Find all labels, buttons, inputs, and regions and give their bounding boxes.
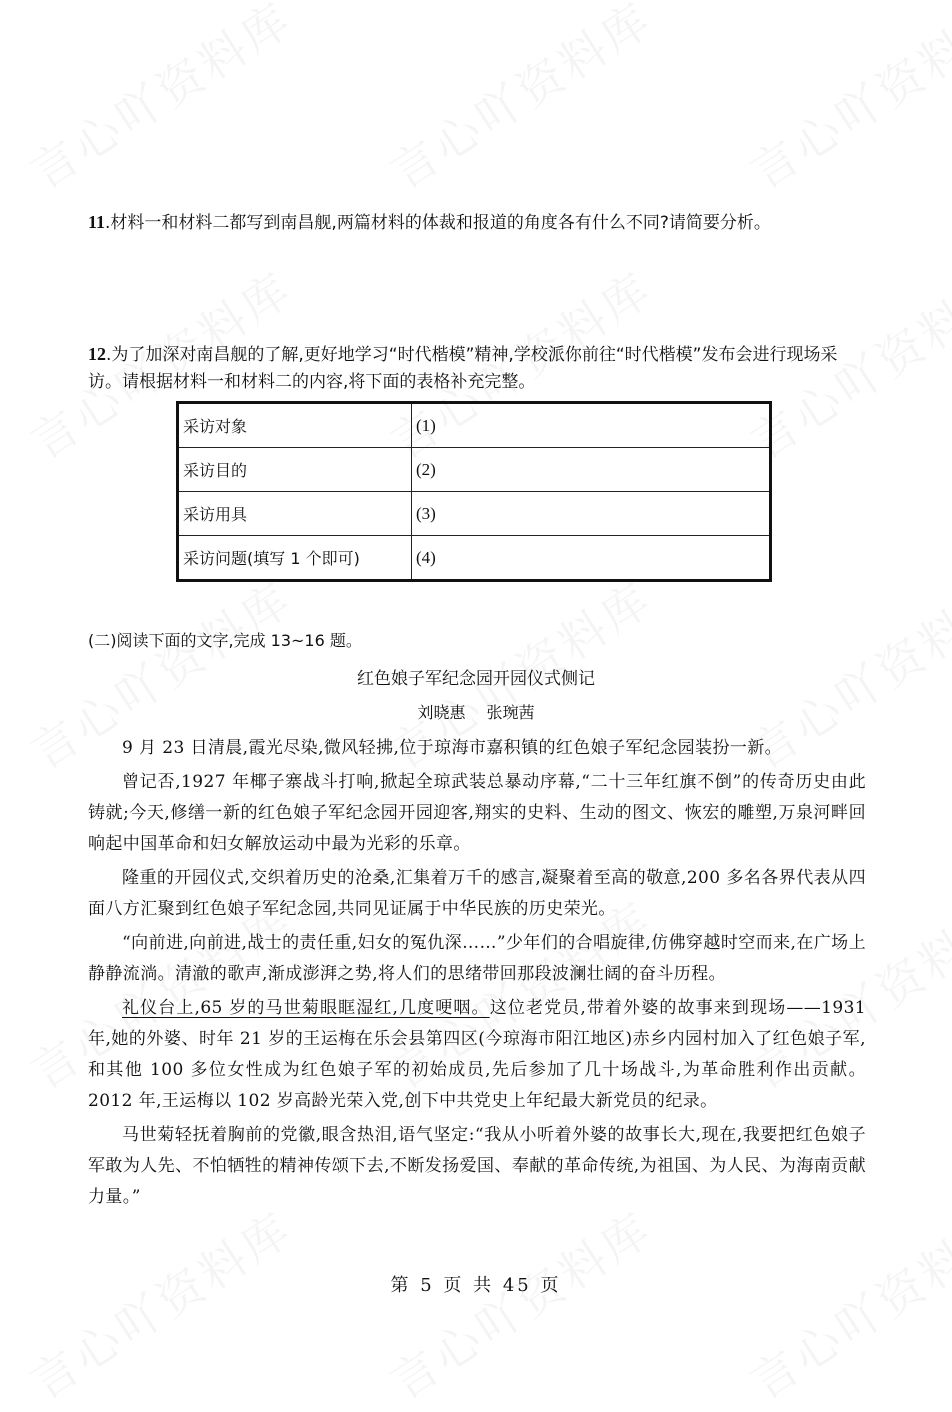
page-number: 第 5 页 共 45 页 xyxy=(390,1275,562,1296)
question-11 xyxy=(88,209,868,237)
watermark xyxy=(376,0,664,202)
paragraph xyxy=(88,993,866,1117)
answer-cell[interactable]: (3) xyxy=(412,492,771,536)
paragraph: 隆重的开园仪式,交织着历史的沧桑,汇集着万千的感言,凝聚着至高的敬意,200 多名各界代表从四面八方汇聚到红色娘子军纪念园,共同见证属于中华民族的历史荣光。 xyxy=(88,868,866,919)
watermark xyxy=(16,1194,304,1412)
question-text: .材料一和材料二都写到南昌舰,两篇材料的体裁和报道的角度各有什么不同?请简要分析。 xyxy=(105,213,771,233)
paragraph: 马世菊轻抚着胸前的党徽,眼含热泪,语气坚定:“我从小听着外婆的故事长大,现在,我要把红色娘子军敢为人先、不怕牺牲的精神传颂下去,不断发扬爱国、奉献的革命传统,为祖国、为人民、为海南贡献力量。” xyxy=(88,1125,866,1207)
table-row xyxy=(178,536,771,581)
underlined-sentence: 礼仪台上,65 岁的马世菊眼眶湿红,几度哽咽。 xyxy=(122,998,490,1018)
watermark xyxy=(16,0,304,202)
question-number: 12 xyxy=(88,344,106,364)
row-label: 采访问题(填写 1 个即可) xyxy=(178,536,412,581)
paragraph: “向前进,向前进,战士的责任重,妇女的冤仇深……”少年们的合唱旋律,仿佛穿越时空而来,在广场上静静流淌。清澈的歌声,渐成澎湃之势,将人们的思绪带回那段波澜壮阔的奋斗历程。 xyxy=(88,933,866,984)
answer-cell[interactable]: (1) xyxy=(412,403,771,448)
article-body xyxy=(88,733,866,1216)
watermark xyxy=(736,1194,952,1412)
row-label: 采访目的 xyxy=(178,448,412,492)
row-label: 采访用具 xyxy=(178,492,412,536)
question-number: 11 xyxy=(88,212,106,232)
author: 张琬茜 xyxy=(486,703,535,722)
interview-table xyxy=(176,401,772,582)
section-heading: (二)阅读下面的文字,完成 13~16 题。 xyxy=(88,631,362,650)
table-row xyxy=(178,403,771,448)
paragraph-rest: 这位老党员,带着外婆的故事来到现场——1931 年,她的外婆、时年 21 岁的王运梅在乐会县第四区(今琼海市阳江地区)赤乡内园村加入了红色娘子军,和其他 100 多位女性成为红色娘子军的初始成员,先后参加了几十场战斗,为革命胜利作出贡献。2012 年,王运梅以 102 岁高龄光荣入党,创下中共党史上年纪最大新党员的纪录。 xyxy=(88,998,866,1111)
answer-cell[interactable]: (2) xyxy=(412,448,771,492)
article-title: 红色娘子军纪念园开园仪式侧记 xyxy=(357,669,595,689)
question-text: .为了加深对南昌舰的了解,更好地学习“时代楷模”精神,学校派你前往“时代楷模”发布会进行现场采访。请根据材料一和材料二的内容,将下面的表格补充完整。 xyxy=(88,345,838,392)
article-authors xyxy=(0,700,952,723)
table-row xyxy=(178,448,771,492)
watermark xyxy=(736,0,952,202)
paragraph: 曾记否,1927 年椰子寨战斗打响,掀起全琼武装总暴动序幕,“二十三年红旗不倒”的传奇历史由此铸就;今天,修缮一新的红色娘子军纪念园开园迎客,翔实的史料、生动的图文、恢宏的雕塑,万泉河畔回响起中国革命和妇女解放运动中最为光彩的乐章。 xyxy=(88,772,866,854)
answer-cell[interactable]: (4) xyxy=(412,536,771,581)
table-row xyxy=(178,492,771,536)
row-label: 采访对象 xyxy=(178,403,412,448)
watermark xyxy=(376,1194,664,1412)
question-12 xyxy=(88,341,868,396)
author: 刘晓惠 xyxy=(417,703,466,722)
paragraph: 9 月 23 日清晨,霞光尽染,微风轻拂,位于琼海市嘉积镇的红色娘子军纪念园装扮一新。 xyxy=(122,738,783,758)
